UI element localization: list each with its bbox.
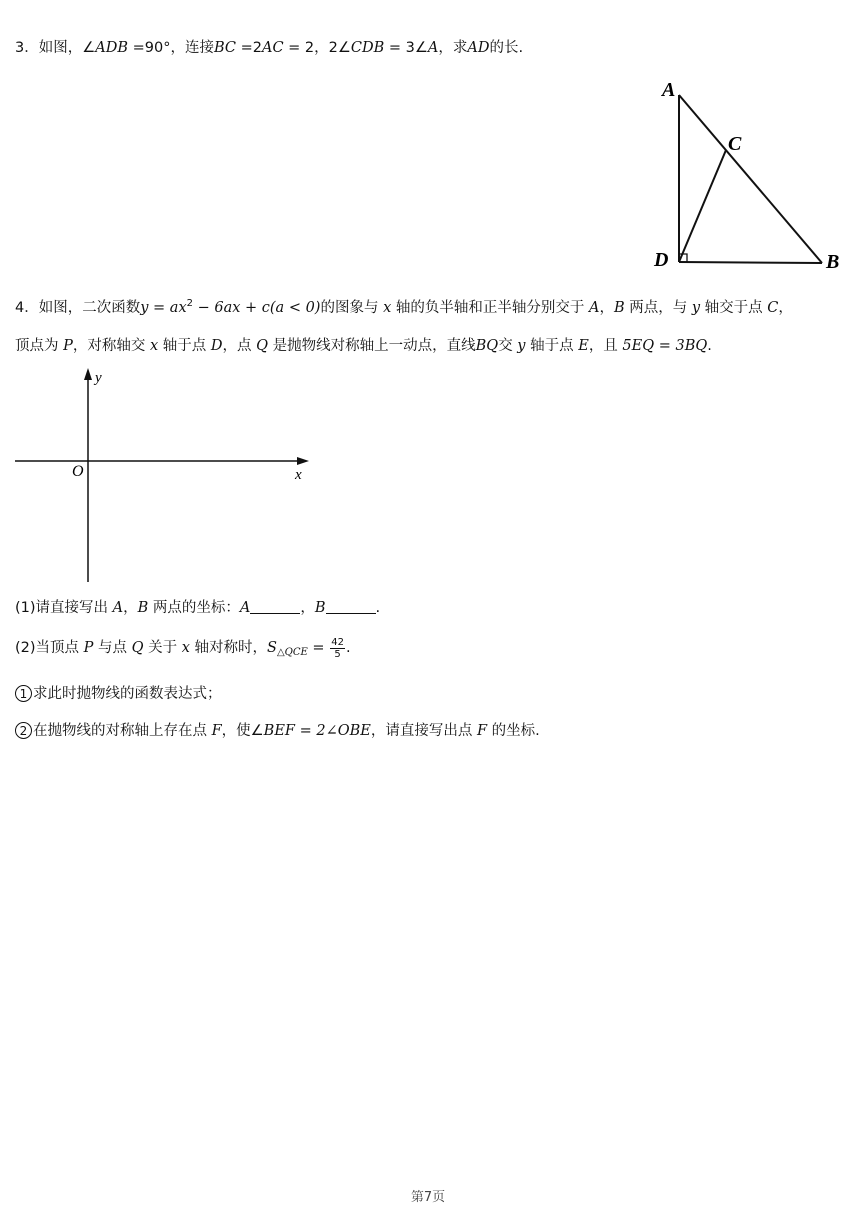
coordinate-axes <box>10 365 310 585</box>
problem4-line1: 4．如图，二次函数$y = ax^2 - 6ax + c(a < 0)$的图象与 x 轴的负半轴和正半轴分别交于 A，B 两点，与 y 轴交于点 C， <box>15 298 793 316</box>
y-axis-label: y <box>95 370 102 386</box>
origin-label: O <box>72 463 84 480</box>
segment-AB <box>679 95 822 263</box>
label-B: B <box>826 251 840 273</box>
question-1: (1)请直接写出 A，B 两点的坐标：A ，B . <box>15 600 381 616</box>
sub-question-1: 1 求此时抛物线的函数表达式； <box>15 682 222 703</box>
problem3-statement: 3．如图，∠ADB =90°，连接BC =2AC = 2，2∠CDB = 3∠A，求AD的长. <box>15 40 524 56</box>
answer-blank-B <box>326 599 376 614</box>
label-D: D <box>654 249 669 271</box>
label-A: A <box>662 79 676 101</box>
segment-DB <box>679 262 822 263</box>
segment-DC <box>679 150 726 262</box>
circled-number-2: 2 <box>15 722 32 739</box>
x-axis-arrow <box>297 457 309 465</box>
answer-blank-A <box>250 599 300 614</box>
sub-question-2: 2 在抛物线的对称轴上存在点 F，使∠BEF = 2∠OBE，请直接写出点 F 的坐标. <box>15 719 540 740</box>
question-2: (2)当顶点 P 与点 Q 关于 x 轴对称时，$S_{\triangle QCE}$ = $\frac{42}{5}$ . <box>15 636 351 660</box>
problem4-line2: 顶点为 P，对称轴交 x 轴于点 D，点 Q 是抛物线对称轴上一动点，直线BQ交 y 轴于点 E，且 5EQ = 3BQ. <box>15 338 712 354</box>
triangle-figure <box>640 70 855 280</box>
page-number: 第7页 <box>410 1190 446 1205</box>
fraction-42-5: $\frac{42}{5}$ <box>331 636 344 660</box>
x-axis-label: x <box>295 467 302 483</box>
circled-number-1: 1 <box>15 685 32 702</box>
label-C: C <box>728 133 742 155</box>
y-axis-arrow <box>84 368 92 380</box>
